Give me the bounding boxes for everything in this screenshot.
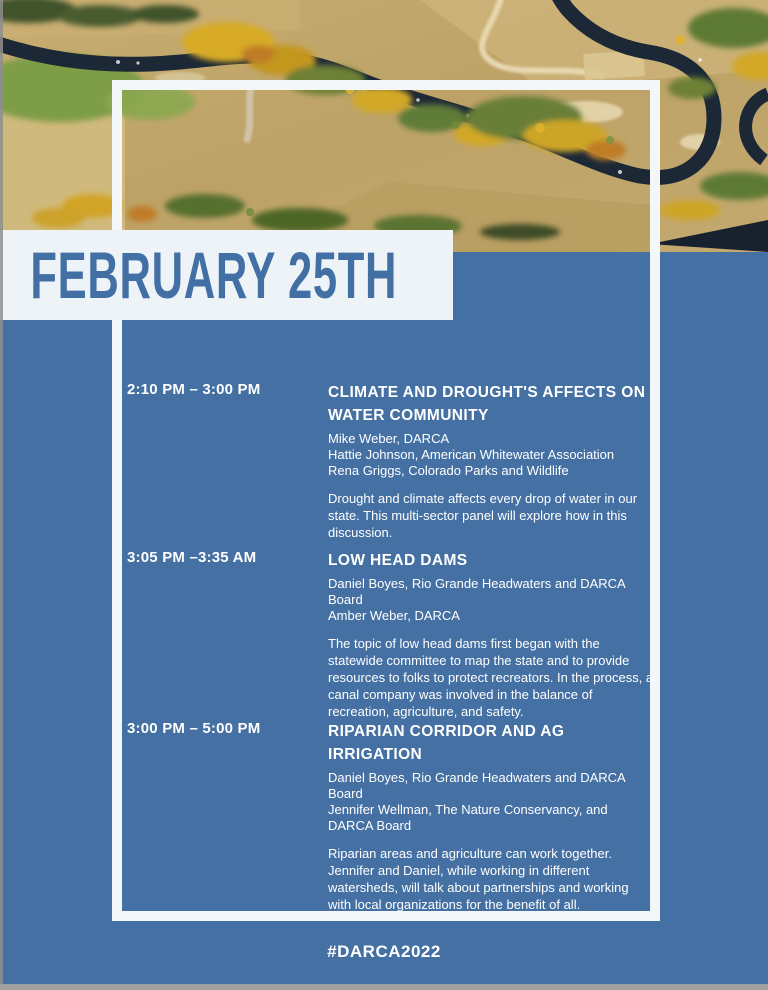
session-speakers bbox=[328, 770, 654, 834]
speaker-line: Daniel Boyes, Rio Grande Headwaters and DARCA Board bbox=[328, 576, 625, 607]
session-row-riparian bbox=[122, 720, 654, 913]
aerial-river-photo-art bbox=[0, 0, 768, 252]
session-title: RIPARIAN CORRIDOR AND AG IRRIGATION bbox=[328, 723, 565, 763]
aerial-river-photo bbox=[0, 0, 768, 252]
session-time: 3:05 PM –3:35 AM bbox=[127, 549, 257, 566]
session-speakers bbox=[328, 576, 654, 624]
session-description: Drought and climate affects every drop of water in our state. This multi-sector panel will explore how in this discussion. bbox=[328, 491, 638, 540]
speaker-line: Mike Weber, DARCA bbox=[328, 431, 450, 446]
session-row-climate bbox=[122, 381, 654, 541]
event-hashtag: #DARCA2022 bbox=[327, 942, 441, 961]
session-description: The topic of low head dams first began with the statewide committee to map the state and to provide resources to folks to protect recreators. In the process, a canal company was involved in the balance of recreation, agriculture, and safety. bbox=[328, 636, 654, 719]
session-time: 3:00 PM – 5:00 PM bbox=[127, 720, 261, 737]
page-title: FEBRUARY 25TH bbox=[30, 238, 398, 312]
session-speakers bbox=[328, 431, 654, 479]
speaker-line: Daniel Boyes, Rio Grande Headwaters and DARCA Board bbox=[328, 770, 625, 801]
session-body bbox=[328, 381, 654, 541]
session-body bbox=[328, 549, 654, 720]
session-time: 2:10 PM – 3:00 PM bbox=[127, 381, 261, 398]
session-description: Riparian areas and agriculture can work together. Jennifer and Daniel, while working in different watersheds, will talk about partnerships and working with local organizations for the benefit of all. bbox=[328, 846, 629, 912]
page-bottom-edge bbox=[0, 984, 768, 990]
session-body bbox=[328, 720, 654, 913]
speaker-line: Hattie Johnson, American Whitewater Association bbox=[328, 447, 615, 462]
session-title: LOW HEAD DAMS bbox=[328, 552, 468, 569]
session-title: CLIMATE AND DROUGHT'S AFFECTS ON WATER COMMUNITY bbox=[328, 384, 646, 424]
speaker-line: Amber Weber, DARCA bbox=[328, 608, 460, 623]
date-banner bbox=[0, 230, 453, 320]
session-row-low-head-dams bbox=[122, 549, 654, 720]
speaker-line: Jennifer Wellman, The Nature Conservancy, and DARCA Board bbox=[328, 802, 608, 833]
page-left-edge bbox=[0, 0, 3, 990]
speaker-line: Rena Griggs, Colorado Parks and Wildlife bbox=[328, 463, 569, 478]
